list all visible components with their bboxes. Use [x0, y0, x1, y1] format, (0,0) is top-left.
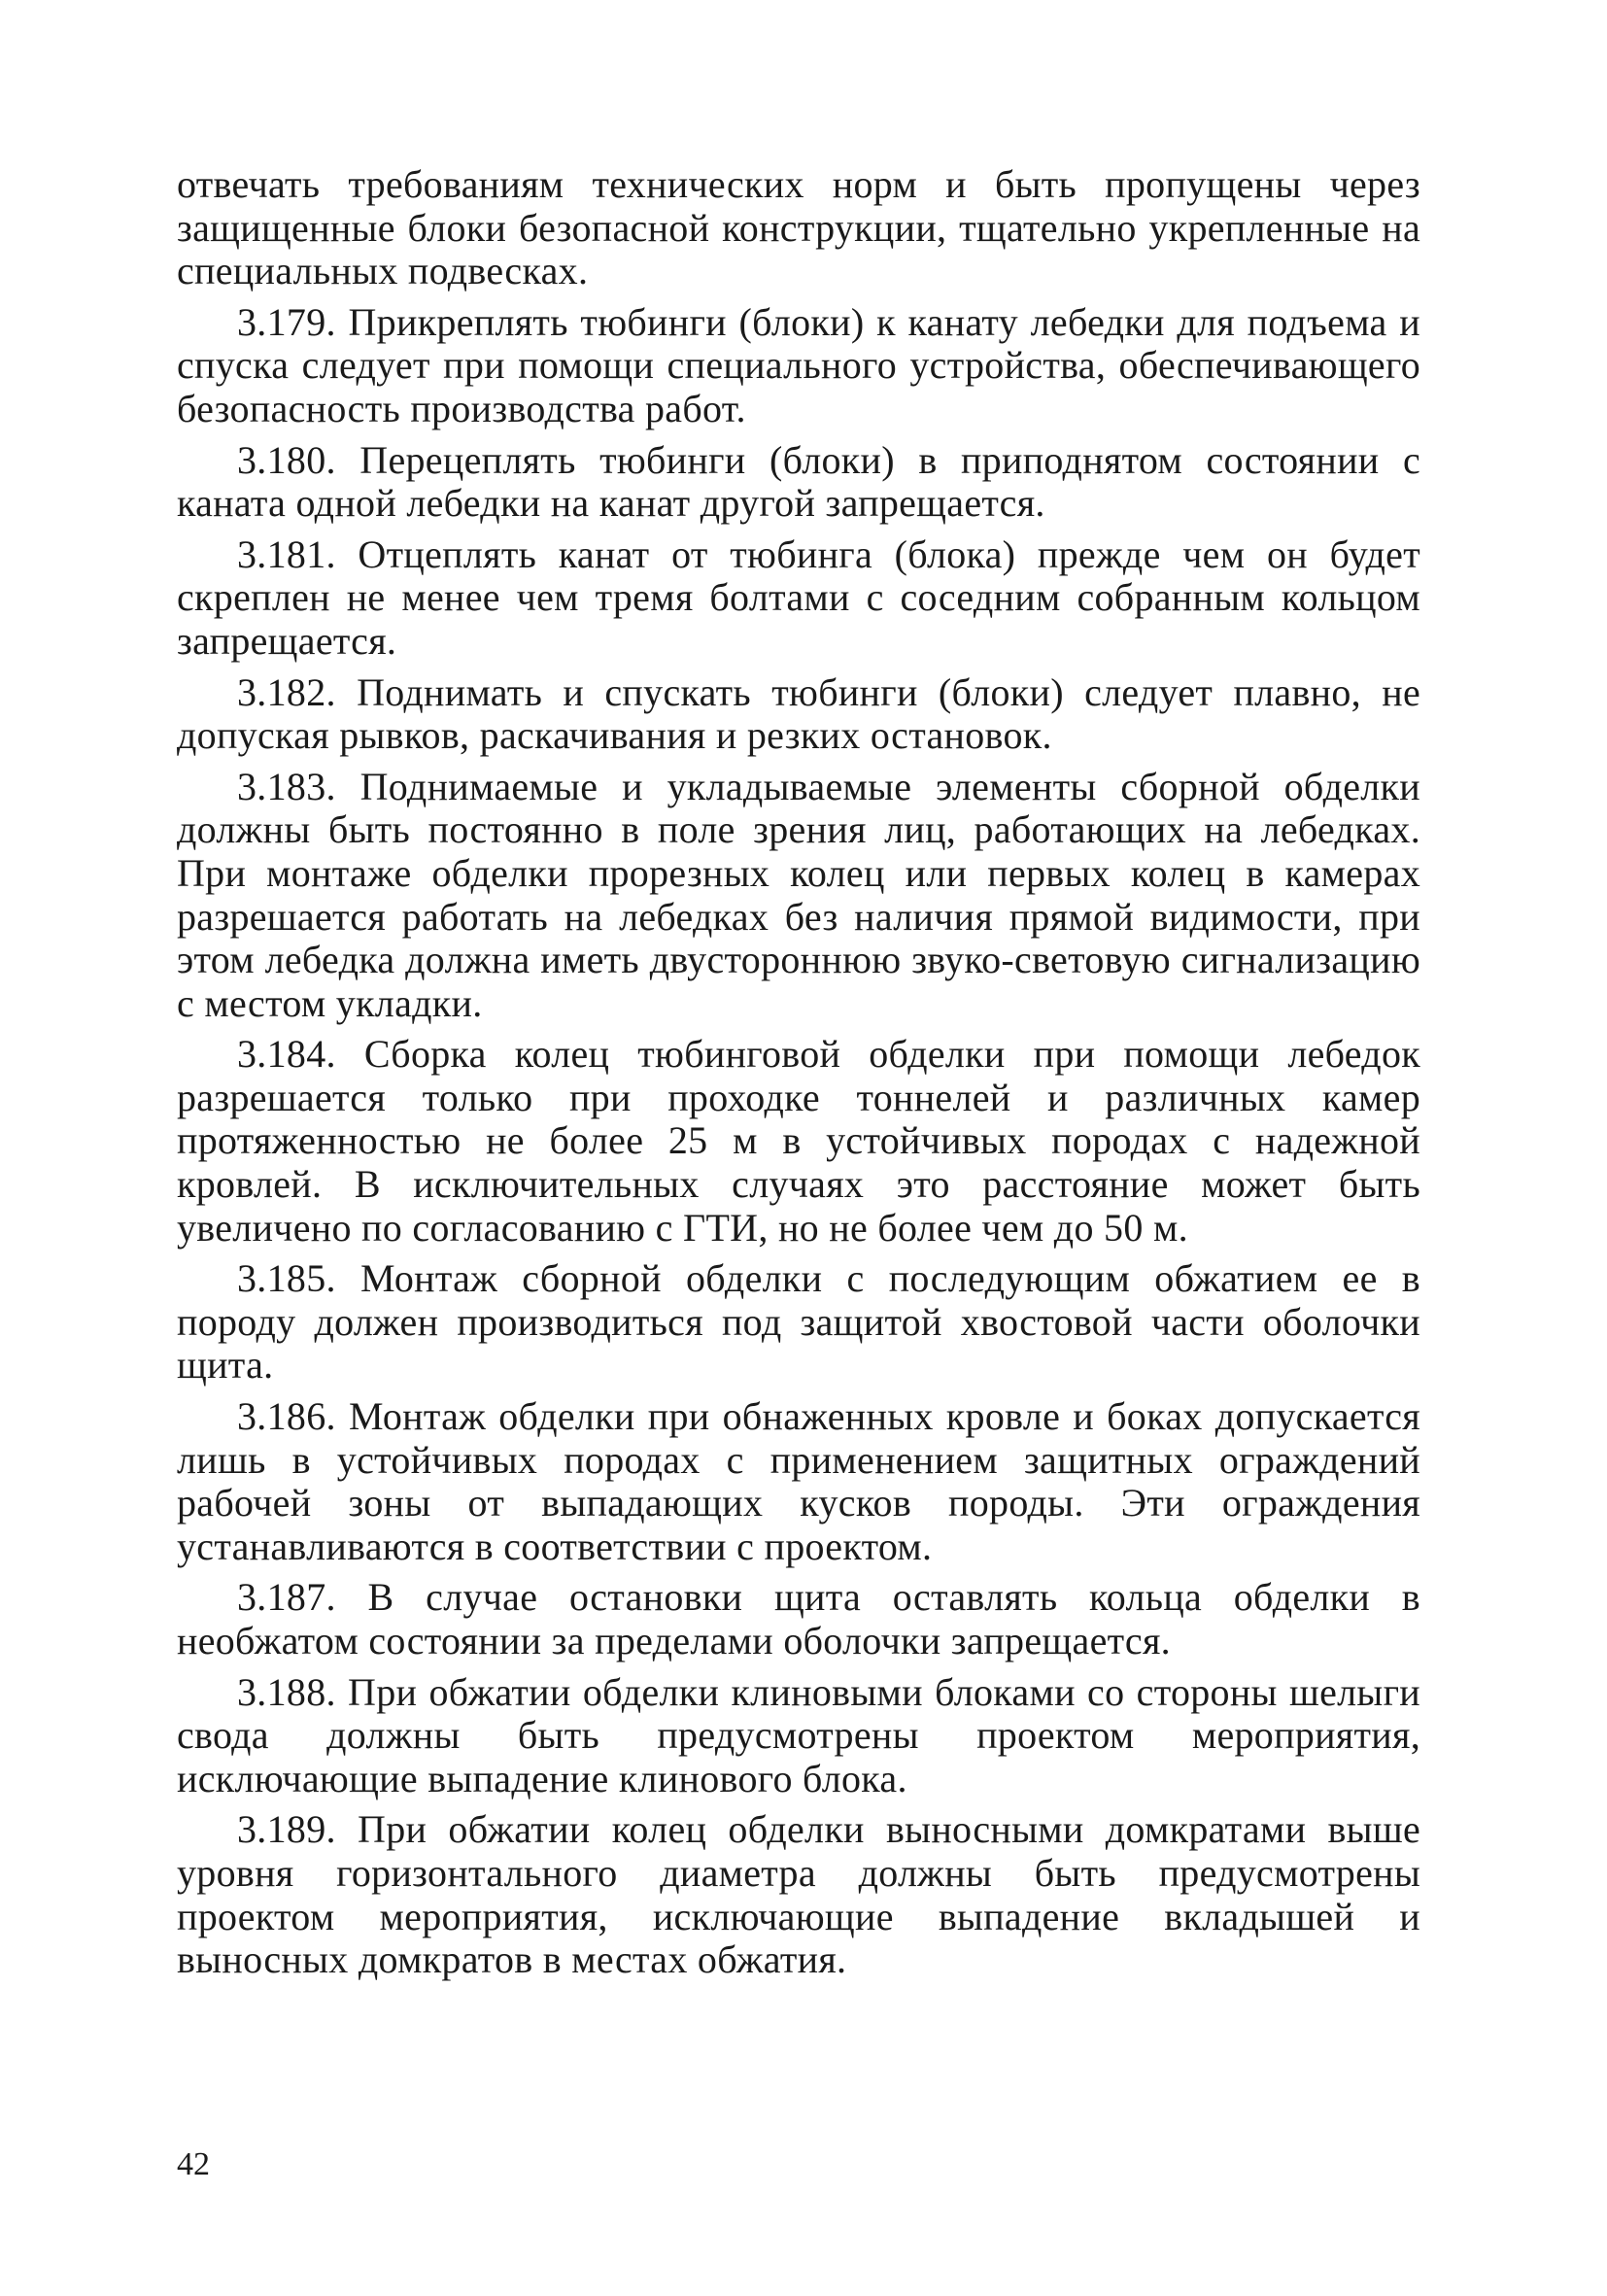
paragraph-3-187: 3.187. В случае остановки щита оставлять кольца обделки в необжатом состоянии за пределами оболочки запрещается. [177, 1575, 1420, 1662]
paragraph-3-179: 3.179. Прикреплять тюбинги (блоки) к канату лебедки для подъема и спуска следует при помощи специального устройства, обеспечивающего безопасность производства работ. [177, 299, 1420, 430]
paragraph-3-182: 3.182. Поднимать и спускать тюбинги (блоки) следует плавно, не допуская рывков, раскачивания и резких остановок. [177, 669, 1420, 758]
paragraph-3-189: 3.189. При обжатии колец обделки выносными домкратами выше уровня горизонтального диаметра должны быть предусмотрены проектом мероприятия, исключающие выпадение вкладышей и выносных домкратов в местах обжатия. [177, 1807, 1420, 1982]
page-number: 42 [177, 2146, 210, 2182]
paragraph-3-181: 3.181. Отцеплять канат от тюбинга (блока) прежде чем он будет скреплен не менее чем тремя болтами с соседним собранным кольцом запрещается. [177, 531, 1420, 663]
paragraph-3-188: 3.188. При обжатии обделки клиновыми блоками со стороны шелыги свода должны быть предусмотрены проектом мероприятия, исключающие выпадение клинового блока. [177, 1669, 1420, 1800]
paragraph-3-184: 3.184. Сборка колец тюбинговой обделки при помощи лебедок разрешается только при проходке тоннелей и различных камер протяженностью не более 25 м в устойчивых породах с надежной кровлей. В исключительных случаях это расстояние может быть увеличено по согласованию с ГТИ, но не более чем до 50 м. [177, 1032, 1420, 1250]
paragraph-3-180: 3.180. Перецеплять тюбинги (блоки) в приподнятом состоянии с каната одной лебедки на канат другой запрещается. [177, 437, 1420, 526]
paragraph-continuation: отвечать требованиям технических норм и быть пропущены через защищенные блоки безопасной конструкции, тщательно укрепленные на специальных подвесках. [177, 162, 1420, 293]
paragraph-3-183: 3.183. Поднимаемые и укладываемые элементы сборной обделки должны быть постоянно в поле зрения лиц, работающих на лебедках. При монтаже обделки прорезных колец или первых колец в камерах разрешается работать на лебедках без наличия прямой видимости, при этом лебедка должна иметь двустороннюю звуко-световую сигнализацию с местом укладки. [177, 764, 1420, 1025]
paragraph-3-185: 3.185. Монтаж сборной обделки с последующим обжатием ее в породу должен производиться под защитой хвостовой части оболочки щита. [177, 1256, 1420, 1388]
paragraph-3-186: 3.186. Монтаж обделки при обнаженных кровле и боках допускается лишь в устойчивых породах с применением защитных ограждений рабочей зоны от выпадающих кусков породы. Эти ограждения устанавливаются в соответствии с проектом. [177, 1394, 1420, 1568]
page-body [177, 163, 1420, 1990]
